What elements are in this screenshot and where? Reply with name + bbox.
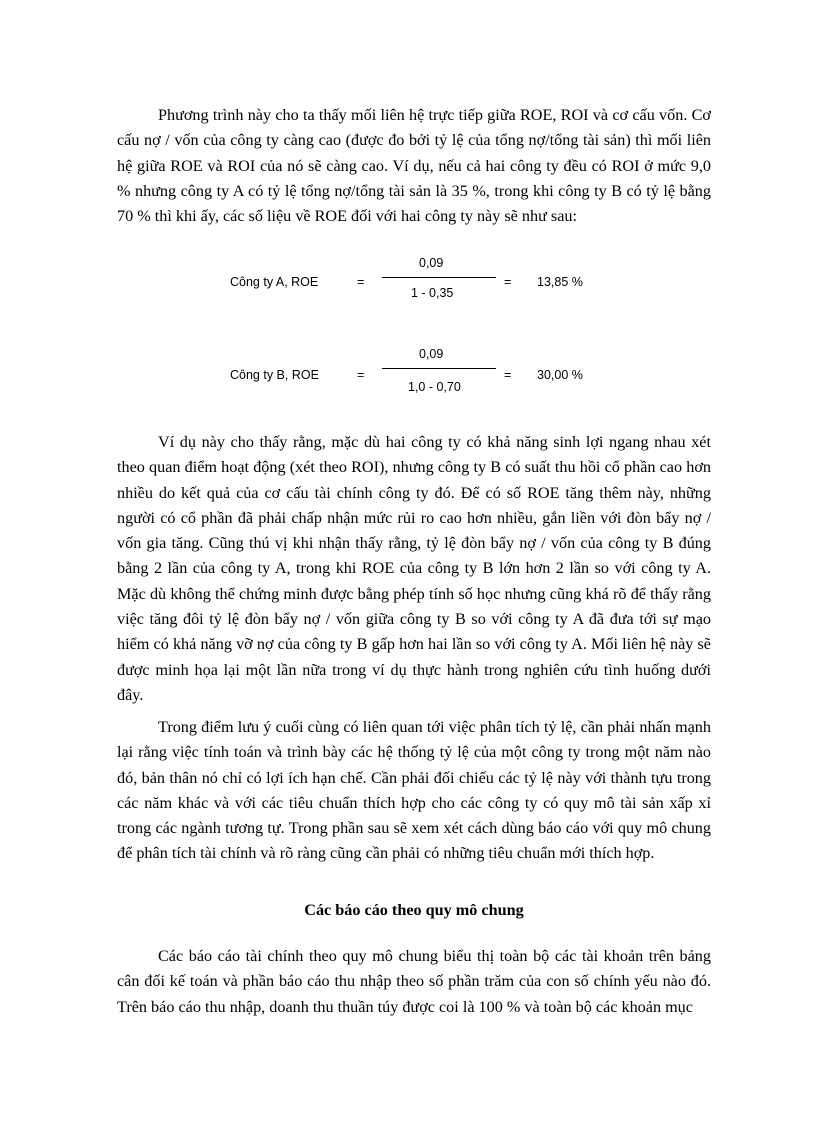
paragraph-common-size: Các báo cáo tài chính theo quy mô chung biểu thị toàn bộ các tài khoản trên bảng cân đối kế toán và phần báo cáo thu nhập theo số phần trăm của con số chính yếu nào đó. Trên báo cáo thu nhập, doanh thu thuần túy được coi là 100 % và toàn bộ các khoản mục [117,947,711,1016]
formula-a-label: Công ty A, ROE [230,275,319,289]
formula-b-fraction-bar [382,368,496,369]
section-heading: Các báo cáo theo quy mô chung [304,901,524,919]
formula-b-result: 30,00 % [537,368,583,382]
formula-a-equals-1: = [357,275,365,289]
formula-a-result: 13,85 % [537,275,583,289]
formula-b-equals-1: = [357,368,365,382]
formula-a-denominator: 1 - 0,35 [411,286,454,300]
formula-b-equals-2: = [504,368,512,382]
formula-b-numerator: 0,09 [419,347,444,361]
formula-a-numerator: 0,09 [419,256,444,270]
paragraph-intro: Phương trình này cho ta thấy mối liên hệ trực tiếp giữa ROE, ROI và cơ cấu vốn. Cơ cấu nợ / vốn của công ty càng cao (được đo bởi tỷ lệ của tổng nợ/tổng tài sản) thì mối liên hệ giữa ROE và ROI của nó sẽ càng cao. Ví dụ, nếu cả hai công ty đều có ROI ở mức 9,0 % nhưng công ty A có tỷ lệ tổng nợ/tổng tài sản là 35 %, trong khi công ty B có tỷ lệ bằng 70 % thì khi ấy, các số liệu về ROE đối với hai công ty này sẽ như sau: [117,106,711,226]
paragraph-ratio-note: Trong điểm lưu ý cuối cùng có liên quan tới việc phân tích tỷ lệ, cần phải nhấn mạnh lại rằng việc tính toán và trình bày các hệ thống tỷ lệ của một công ty trong một năm nào đó, bản thân nó chỉ có lợi ích hạn chế. Cần phải đối chiếu các tỷ lệ này với thành tựu trong các năm khác và với các tiêu chuẩn thích hợp cho các công ty có quy mô tài sản xấp xỉ trong các ngành tương tự. Trong phần sau sẽ xem xét cách dùng báo cáo với quy mô chung để phân tích tài chính và rõ ràng cũng cần phải có những tiêu chuẩn mới thích hợp. [117,718,711,863]
paragraph-example-explanation: Ví dụ này cho thấy rằng, mặc dù hai công ty có khả năng sinh lợi ngang nhau xét theo quan điểm hoạt động (xét theo ROI), nhưng công ty B có suất thu hồi cổ phần cao hơn nhiều do kết quả của cơ cấu tài chính công ty đó. Để có số ROE tăng thêm này, những người có cổ phần đã phải chấp nhận mức rủi ro cao hơn nhiều, gắn liền với đòn bẩy nợ / vốn gia tăng. Cũng thú vị khi nhận thấy rằng, tỷ lệ đòn bẩy nợ / vốn của công ty B đúng bằng 2 lần của công ty A, trong khi ROE của công ty B lớn hơn 2 lần so với công ty A. Mặc dù không thể chứng minh được bằng phép tính số học nhưng cũng khá rõ để thấy rằng việc tăng đôi tỷ lệ đòn bẩy nợ / vốn giữa công ty B so với công ty A đã đưa tới sự mạo hiểm có khả năng vỡ nợ của công ty B gấp hơn hai lần so với công ty A. Mối liên hệ này sẽ được minh họa lại một lần nữa trong ví dụ thực hành trong nghiên cứu tình huống dưới đây. [117,433,711,704]
formula-b-denominator: 1,0 - 0,70 [408,380,461,394]
formula-b-label: Công ty B, ROE [230,368,319,382]
formula-a-fraction-bar [382,277,496,278]
formula-a-equals-2: = [504,275,512,289]
